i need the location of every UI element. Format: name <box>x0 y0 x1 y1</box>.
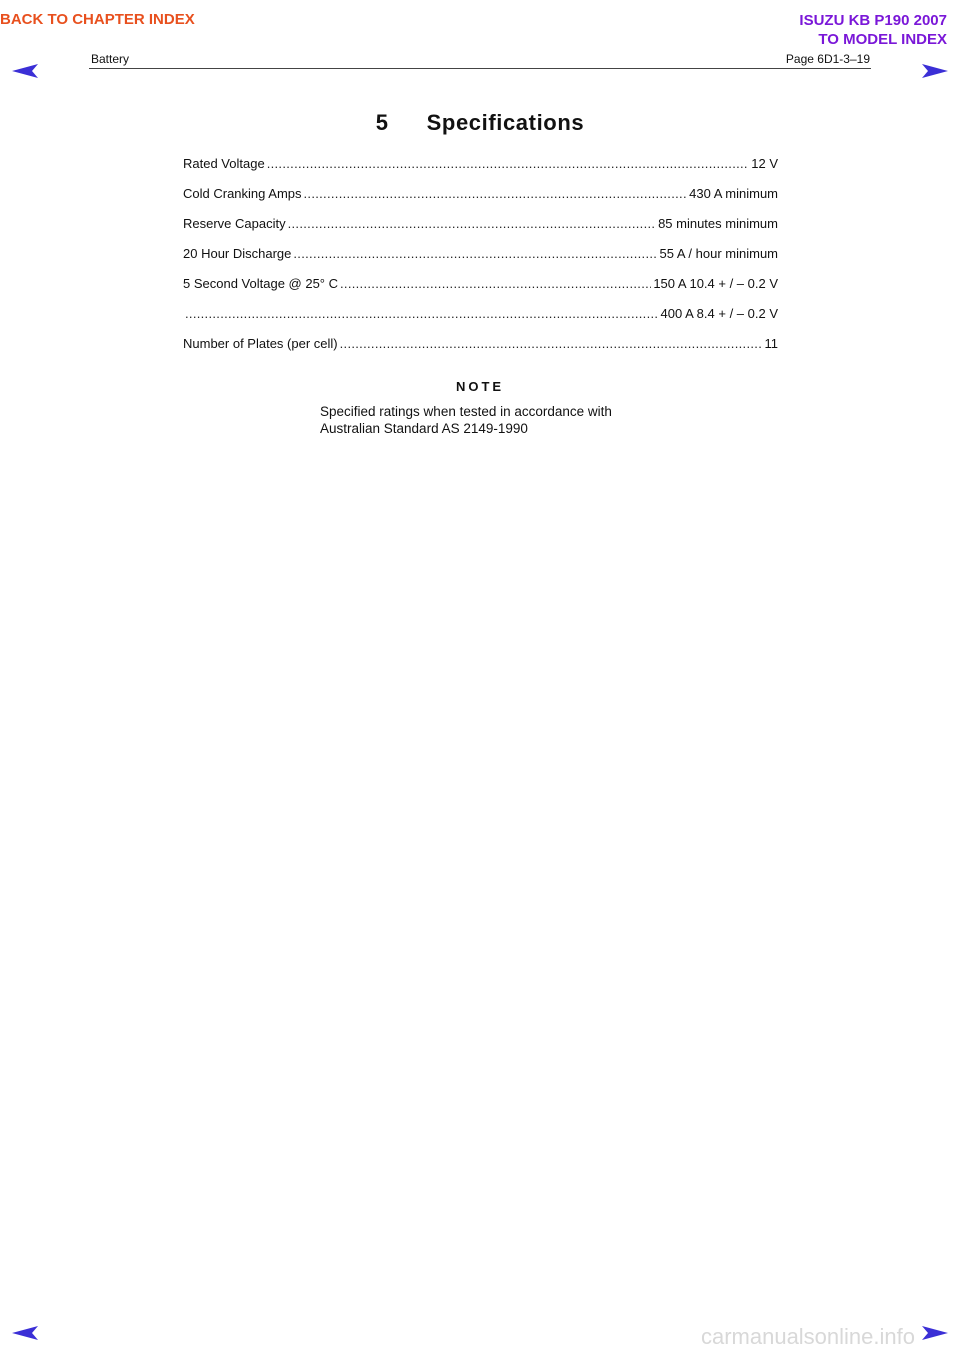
spec-row <box>183 216 778 246</box>
spec-label: 5 Second Voltage @ 25° C <box>183 276 338 291</box>
arrow-left-icon <box>10 60 40 82</box>
dot-leader <box>185 306 659 321</box>
spec-row <box>183 246 778 276</box>
note-heading: NOTE <box>455 379 505 394</box>
spec-label: Reserve Capacity <box>183 216 286 231</box>
spec-row <box>183 336 778 366</box>
next-page-arrow-bottom[interactable] <box>920 1322 950 1344</box>
section-name: Battery <box>91 52 130 66</box>
back-to-chapter-index-link[interactable]: BACK TO CHAPTER INDEX <box>0 11 195 28</box>
spec-row <box>183 306 778 336</box>
watermark: carmanualsonline.info <box>700 1324 915 1349</box>
spec-value: 430 A minimum <box>689 186 778 201</box>
arrow-right-icon <box>920 1322 950 1344</box>
dot-leader <box>340 276 651 291</box>
page-number: Page 6D1-3–19 <box>785 52 870 66</box>
spec-row <box>183 276 778 306</box>
note-line: Specified ratings when tested in accordance with <box>320 404 612 419</box>
page-title <box>0 110 960 136</box>
spec-row <box>183 156 778 186</box>
next-page-arrow-top[interactable] <box>920 60 950 82</box>
model-title-text: ISUZU KB P190 2007 <box>799 12 947 29</box>
header-rule <box>89 68 871 69</box>
spec-value: 400 A 8.4 + / – 0.2 V <box>660 306 778 321</box>
spec-label: 20 Hour Discharge <box>183 246 292 261</box>
spec-label: Number of Plates (per cell) <box>183 336 338 351</box>
section-title: Specifications <box>426 110 585 135</box>
dot-leader <box>293 246 657 261</box>
prev-page-arrow-bottom[interactable] <box>10 1322 40 1344</box>
model-index-link[interactable] <box>799 11 947 49</box>
note-line: Australian Standard AS 2149-1990 <box>320 421 528 436</box>
spec-label: Cold Cranking Amps <box>183 186 302 201</box>
dot-leader <box>304 186 688 201</box>
spec-value: 55 A / hour minimum <box>659 246 778 261</box>
spec-list <box>183 156 778 366</box>
prev-page-arrow-top[interactable] <box>10 60 40 82</box>
dot-leader <box>267 156 750 171</box>
to-model-index-text: TO MODEL INDEX <box>818 31 947 48</box>
dot-leader <box>288 216 656 231</box>
spec-value: 150 A 10.4 + / – 0.2 V <box>653 276 778 291</box>
spec-value: 12 V <box>751 156 778 171</box>
spec-row <box>183 186 778 216</box>
arrow-right-icon <box>920 60 950 82</box>
spec-value: 85 minutes minimum <box>658 216 778 231</box>
spec-label: Rated Voltage <box>183 156 265 171</box>
section-number: 5 <box>375 110 389 135</box>
arrow-left-icon <box>10 1322 40 1344</box>
spec-value: 11 <box>764 336 778 351</box>
note-body <box>320 403 660 437</box>
dot-leader <box>340 336 763 351</box>
